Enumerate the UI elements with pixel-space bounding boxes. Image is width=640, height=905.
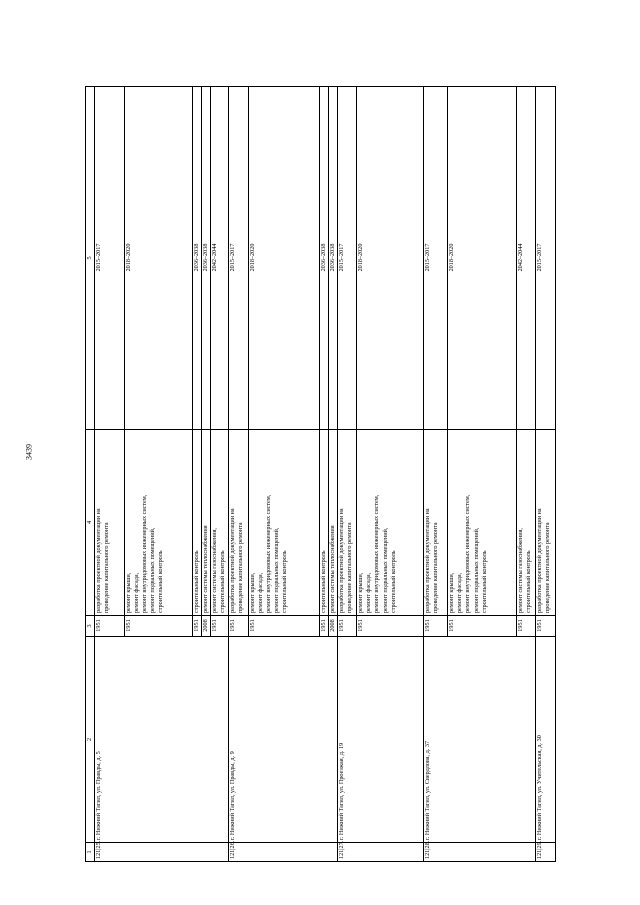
period-cell: 2018–2020 bbox=[248, 86, 319, 429]
page-number: 3439 bbox=[24, 444, 34, 460]
work-type-cell bbox=[192, 429, 201, 615]
work-line: строительный контроль bbox=[192, 549, 200, 613]
work-line: строительный контроль bbox=[480, 549, 488, 613]
work-line: строительный контроль bbox=[280, 549, 288, 613]
table-row bbox=[94, 86, 124, 861]
period-cell: 2015–2017 bbox=[535, 86, 555, 429]
table-row bbox=[228, 86, 248, 861]
period-cell: 2036–2038 bbox=[319, 86, 328, 429]
work-line: разработка проектной документации на bbox=[423, 507, 431, 613]
year-cell: 1951 bbox=[337, 615, 356, 636]
table-header bbox=[85, 86, 94, 861]
work-line: строительный контроль bbox=[218, 549, 226, 613]
work-line: ремонт внутридомовых инженерных систем, bbox=[140, 494, 148, 613]
work-line: ремонт крыши, bbox=[248, 572, 256, 613]
table-row bbox=[535, 86, 555, 861]
work-line: строительный контроль bbox=[389, 549, 397, 613]
item-number: 121|27. bbox=[337, 842, 423, 861]
period-cell: 2015–2017 bbox=[94, 86, 124, 429]
year-cell: 1951 bbox=[423, 615, 447, 636]
work-type-cell bbox=[423, 429, 447, 615]
work-type-cell bbox=[124, 429, 192, 615]
item-number: 121|29. bbox=[535, 842, 555, 861]
table-row bbox=[423, 86, 447, 861]
table-body bbox=[94, 86, 555, 861]
work-line: проведение капитального ремонта bbox=[431, 521, 439, 613]
work-line: ремонт системы теплоснабжения bbox=[328, 524, 336, 613]
work-line: ремонт подвальных помещений, bbox=[148, 527, 156, 613]
period-cell: 2042–2044 bbox=[516, 86, 535, 429]
work-line: ремонт фасада, bbox=[256, 572, 264, 613]
building-address: г. Нижний Тагил, ул. Правды, д. 5 bbox=[94, 636, 228, 842]
work-line: ремонт системы газоснабжения, bbox=[210, 527, 218, 613]
period-cell: 2036–2038 bbox=[192, 86, 201, 429]
period-cell: 2036–2038 bbox=[328, 86, 337, 429]
work-type-cell bbox=[337, 429, 356, 615]
work-line: ремонт крыши, bbox=[124, 572, 132, 613]
work-line: разработка проектной документации на bbox=[337, 507, 345, 613]
building-address: г. Нижний Тагил, ул. Свердлова, д. 37 bbox=[423, 636, 535, 842]
work-line: проведение капитального ремонта bbox=[543, 521, 551, 613]
work-type-cell bbox=[356, 429, 423, 615]
item-number: 121|28. bbox=[423, 842, 535, 861]
period-cell: 2015–2017 bbox=[337, 86, 356, 429]
period-cell: 2018–2020 bbox=[356, 86, 423, 429]
work-line: ремонт крыши, bbox=[356, 572, 364, 613]
work-line: ремонт подвальных помещений, bbox=[272, 527, 280, 613]
item-number: 121|26. bbox=[228, 842, 337, 861]
work-type-cell bbox=[210, 429, 228, 615]
column-number-5: 5 bbox=[85, 86, 94, 429]
column-number-1: 1 bbox=[85, 842, 94, 861]
period-cell: 2018–2020 bbox=[124, 86, 192, 429]
year-cell: 1951 bbox=[94, 615, 124, 636]
period-cell: 2018–2020 bbox=[447, 86, 516, 429]
work-line: ремонт подвальных помещений, bbox=[472, 527, 479, 613]
period-cell: 2015–2017 bbox=[228, 86, 248, 429]
capital-repair-table bbox=[85, 86, 556, 862]
work-line: ремонт внутридомовых инженерных систем, bbox=[264, 494, 272, 613]
year-cell: 1951 bbox=[535, 615, 555, 636]
work-line: разработка проектной документации на bbox=[94, 507, 102, 613]
column-number-row bbox=[85, 86, 94, 861]
column-number-3: 3 bbox=[85, 615, 94, 636]
work-line: разработка проектной документации на bbox=[535, 507, 543, 613]
year-cell: 1951 bbox=[319, 615, 328, 636]
period-cell: 2036–2038 bbox=[201, 86, 210, 429]
period-cell: 2042–2044 bbox=[210, 86, 228, 429]
work-type-cell bbox=[228, 429, 248, 615]
year-cell: 2008 bbox=[328, 615, 337, 636]
work-line: ремонт фасада, bbox=[455, 572, 463, 613]
year-cell: 1951 bbox=[228, 615, 248, 636]
work-line: ремонт фасада, bbox=[132, 572, 140, 613]
year-cell: 1951 bbox=[192, 615, 201, 636]
item-number: 121|25. bbox=[94, 842, 228, 861]
work-type-cell bbox=[248, 429, 319, 615]
table-row bbox=[337, 86, 356, 861]
work-line: ремонт фасада, bbox=[364, 572, 372, 613]
work-line: проведение капитального ремонта bbox=[345, 521, 353, 613]
column-number-2: 2 bbox=[85, 636, 94, 842]
work-line: строительный контроль bbox=[156, 549, 164, 613]
year-cell: 1951 bbox=[447, 615, 516, 636]
work-line: строительный контроль bbox=[319, 549, 327, 613]
year-cell: 2008 bbox=[201, 615, 210, 636]
work-line: ремонт внутридомовых инженерных систем, bbox=[372, 494, 380, 613]
building-address: г. Нижний Тагил, ул. Учительская, д. 30 bbox=[535, 636, 555, 842]
work-type-cell bbox=[94, 429, 124, 615]
work-line: ремонт крыши, bbox=[447, 572, 455, 613]
work-type-cell bbox=[319, 429, 328, 615]
year-cell: 1951 bbox=[516, 615, 535, 636]
work-type-cell bbox=[447, 429, 516, 615]
work-line: строительный контроль bbox=[524, 549, 532, 613]
building-address: г. Нижний Тагил, ул. Правды, д. 9 bbox=[228, 636, 337, 842]
work-line: ремонт подвальных помещений, bbox=[381, 527, 388, 613]
year-cell: 1951 bbox=[356, 615, 423, 636]
building-address: г. Нижний Тагил, ул. Проезжая, д. 19 bbox=[337, 636, 423, 842]
work-line: проведение капитального ремонта bbox=[236, 521, 244, 613]
work-type-cell bbox=[201, 429, 210, 615]
work-type-cell bbox=[535, 429, 555, 615]
work-line: проведение капитального ремонта bbox=[102, 521, 110, 613]
work-type-cell bbox=[516, 429, 535, 615]
year-cell: 1951 bbox=[210, 615, 228, 636]
work-line: ремонт системы теплоснабжения bbox=[201, 524, 209, 613]
work-line: ремонт системы газоснабжения, bbox=[516, 527, 524, 613]
rotated-table-frame bbox=[85, 82, 585, 862]
work-line: ремонт внутридомовых инженерных систем, bbox=[463, 494, 471, 613]
column-number-4: 4 bbox=[85, 429, 94, 615]
work-line: разработка проектной документации на bbox=[228, 507, 236, 613]
work-type-cell bbox=[328, 429, 337, 615]
year-cell: 1951 bbox=[248, 615, 319, 636]
period-cell: 2015–2017 bbox=[423, 86, 447, 429]
year-cell: 1951 bbox=[124, 615, 192, 636]
